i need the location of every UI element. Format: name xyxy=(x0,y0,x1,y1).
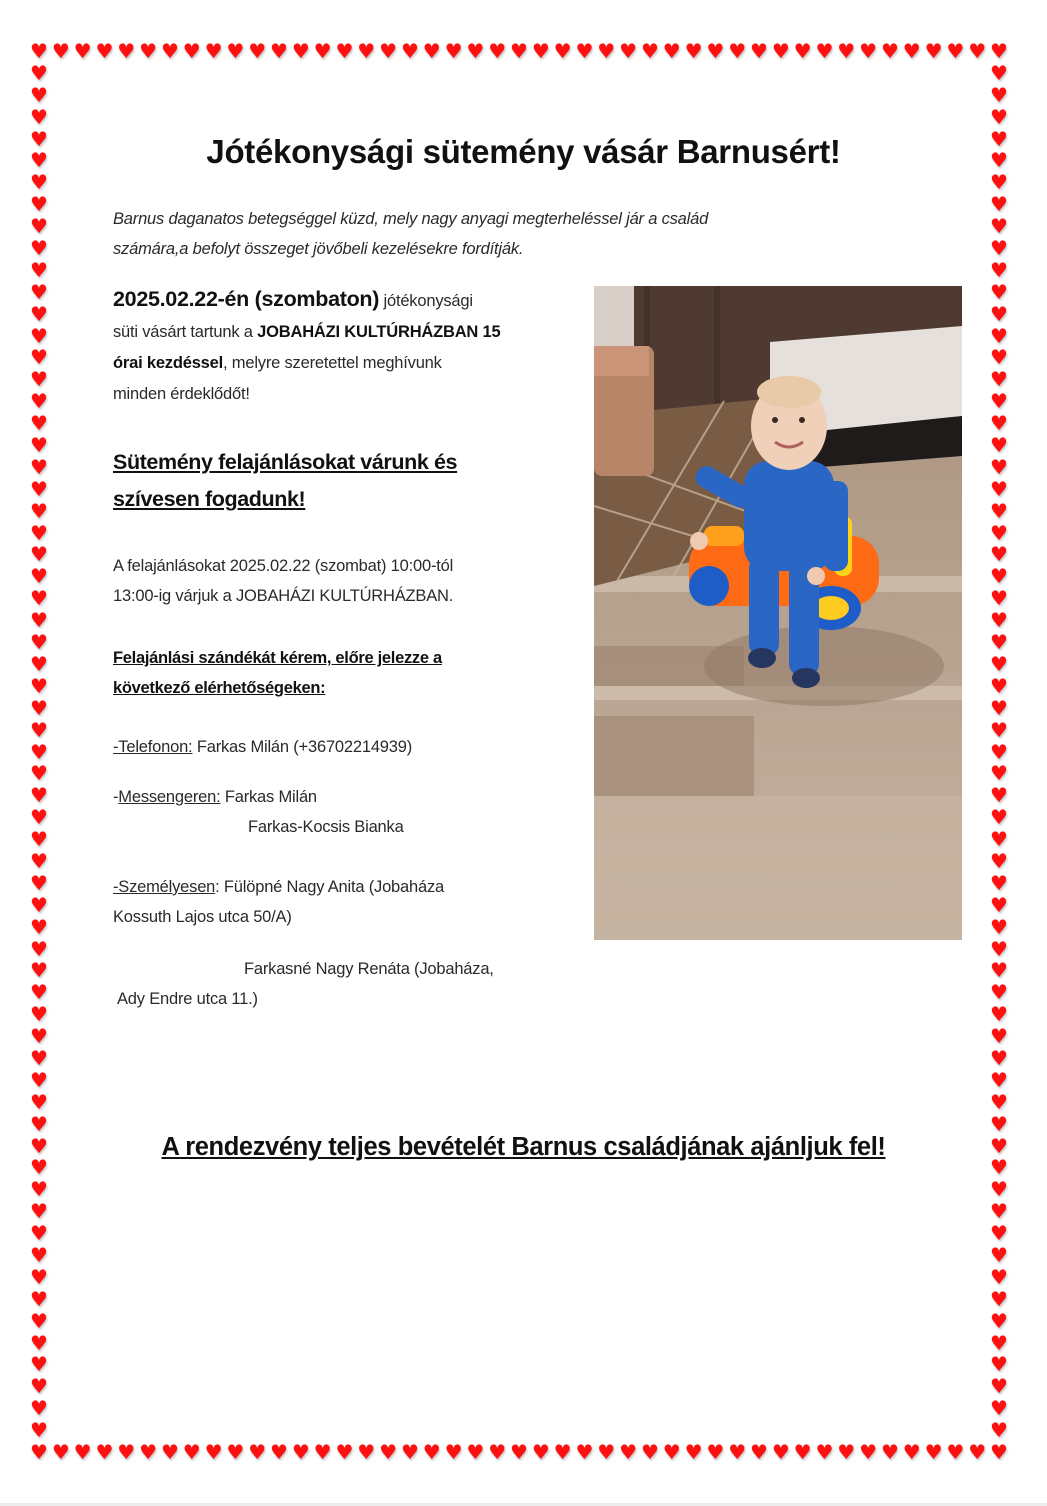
heart-icon: ♥ xyxy=(990,586,1008,611)
heart-icon: ♥ xyxy=(990,126,1008,151)
heart-icon: ♥ xyxy=(357,1440,376,1464)
heart-icon: ♥ xyxy=(924,1440,943,1464)
heart-icon: ♥ xyxy=(30,345,48,370)
heart-icon: ♥ xyxy=(379,39,398,63)
heart-icon: ♥ xyxy=(226,1440,245,1464)
offers-text-line: 13:00-ig várjuk a JOBAHÁZI KULTÚRHÁZBAN. xyxy=(113,587,454,605)
heart-icon: ♥ xyxy=(990,651,1008,676)
heart-icon: ♥ xyxy=(990,39,1008,63)
heart-icon: ♥ xyxy=(924,39,943,63)
heart-icon: ♥ xyxy=(946,39,965,63)
messenger-value-2: Farkas-Kocsis Bianka xyxy=(248,818,404,836)
heart-icon: ♥ xyxy=(30,673,48,698)
heart-icon: ♥ xyxy=(30,367,48,392)
heart-icon: ♥ xyxy=(597,39,616,63)
heart-icon: ♥ xyxy=(291,1440,310,1464)
heart-icon: ♥ xyxy=(30,1089,48,1114)
heart-icon: ♥ xyxy=(95,1440,114,1464)
heart-icon: ♥ xyxy=(990,1242,1008,1267)
heart-icon: ♥ xyxy=(182,1440,201,1464)
heart-icon: ♥ xyxy=(990,608,1008,633)
heart-icon: ♥ xyxy=(30,848,48,873)
heart-icon: ♥ xyxy=(990,1440,1008,1464)
heart-icon: ♥ xyxy=(30,761,48,786)
heart-icon: ♥ xyxy=(990,82,1008,107)
heart-icon: ♥ xyxy=(990,1133,1008,1158)
heart-icon: ♥ xyxy=(30,695,48,720)
heart-icon: ♥ xyxy=(990,1374,1008,1399)
intro-line: Barnus daganatos betegséggel küzd, mely nagy anyagi megterheléssel jár a család xyxy=(113,210,709,228)
heart-icon: ♥ xyxy=(990,148,1008,173)
heart-icon: ♥ xyxy=(30,586,48,611)
heart-icon: ♥ xyxy=(270,39,288,63)
heart-icon: ♥ xyxy=(815,39,834,63)
heart-icon: ♥ xyxy=(30,498,48,523)
offers-text-line: A felajánlásokat 2025.02.22 (szombat) 10:00-tól xyxy=(113,557,454,575)
heart-icon: ♥ xyxy=(30,279,48,304)
heart-icon: ♥ xyxy=(990,236,1008,261)
heart-icon: ♥ xyxy=(684,39,703,63)
heart-icon: ♥ xyxy=(990,695,1008,720)
contact-heading xyxy=(113,643,583,703)
phone-label: -Telefonon: xyxy=(113,738,193,756)
heart-icon: ♥ xyxy=(30,1308,48,1333)
heart-icon: ♥ xyxy=(990,958,1008,983)
heart-icon: ♥ xyxy=(30,104,48,129)
heart-icon: ♥ xyxy=(30,411,48,436)
heart-icon: ♥ xyxy=(30,39,48,63)
heart-icon: ♥ xyxy=(990,1002,1008,1027)
heart-icon: ♥ xyxy=(30,630,48,655)
heart-icon: ♥ xyxy=(990,717,1008,742)
heart-icon: ♥ xyxy=(837,39,856,63)
heart-icon: ♥ xyxy=(30,542,48,567)
heart-icon: ♥ xyxy=(575,39,594,63)
contact-messenger xyxy=(113,782,583,812)
heart-icon: ♥ xyxy=(379,1440,398,1464)
heart-icon: ♥ xyxy=(990,980,1008,1005)
heart-icon: ♥ xyxy=(422,39,441,63)
heart-icon: ♥ xyxy=(160,1440,179,1464)
heart-icon: ♥ xyxy=(990,827,1008,852)
heart-icon: ♥ xyxy=(30,148,48,173)
event-text: , melyre szeretettel meghívunk xyxy=(223,354,442,372)
heart-icon: ♥ xyxy=(990,1024,1008,1049)
heart-icon: ♥ xyxy=(990,104,1008,129)
heart-icon: ♥ xyxy=(30,936,48,961)
heart-icon: ♥ xyxy=(30,1374,48,1399)
heart-icon: ♥ xyxy=(30,1396,48,1421)
heart-icon: ♥ xyxy=(684,1440,703,1464)
heart-icon: ♥ xyxy=(990,60,1008,85)
intro-line: számára,a befolyt összeget jövőbeli kezelésekre fordítják. xyxy=(113,240,524,258)
heart-icon: ♥ xyxy=(30,1221,48,1246)
heart-icon: ♥ xyxy=(706,39,725,63)
heart-icon: ♥ xyxy=(706,1440,725,1464)
heart-icon: ♥ xyxy=(30,783,48,808)
heart-icon: ♥ xyxy=(662,1440,681,1464)
heart-icon: ♥ xyxy=(73,1440,92,1464)
heart-icon: ♥ xyxy=(444,39,463,63)
heart-icon: ♥ xyxy=(990,1111,1008,1136)
heart-icon: ♥ xyxy=(30,717,48,742)
heart-icon: ♥ xyxy=(335,1440,354,1464)
heart-icon: ♥ xyxy=(662,39,681,63)
heart-icon: ♥ xyxy=(30,82,48,107)
heart-icon: ♥ xyxy=(30,1067,48,1092)
heart-icon: ♥ xyxy=(990,520,1008,545)
heart-icon: ♥ xyxy=(444,1440,463,1464)
heart-icon: ♥ xyxy=(990,1199,1008,1224)
heart-icon: ♥ xyxy=(357,39,376,63)
heart-icon: ♥ xyxy=(619,39,638,63)
heart-icon: ♥ xyxy=(204,1440,223,1464)
heart-icon: ♥ xyxy=(313,1440,332,1464)
heart-icon: ♥ xyxy=(990,1418,1008,1443)
heart-icon: ♥ xyxy=(990,367,1008,392)
heart-icon: ♥ xyxy=(30,1242,48,1267)
heart-icon: ♥ xyxy=(226,39,245,63)
heart-icon: ♥ xyxy=(30,454,48,479)
heart-icon: ♥ xyxy=(990,1221,1008,1246)
heart-icon: ♥ xyxy=(531,39,550,63)
heart-icon: ♥ xyxy=(313,39,332,63)
phone-value: Farkas Milán (+36702214939) xyxy=(192,738,413,756)
heart-icon: ♥ xyxy=(990,914,1008,939)
heart-icon: ♥ xyxy=(990,433,1008,458)
heart-icon: ♥ xyxy=(990,892,1008,917)
heart-icon: ♥ xyxy=(30,520,48,545)
heart-icon: ♥ xyxy=(837,1440,856,1464)
heart-icon: ♥ xyxy=(204,39,223,63)
event-text: jótékonysági xyxy=(379,292,473,310)
heart-icon: ♥ xyxy=(335,39,354,63)
contact-heading-line: Felajánlási szándékát kérem, előre jelezze a xyxy=(113,649,442,667)
heart-icon: ♥ xyxy=(575,1440,594,1464)
heart-icon: ♥ xyxy=(30,433,48,458)
heart-icon: ♥ xyxy=(466,39,485,63)
heart-icon: ♥ xyxy=(30,389,48,414)
event-time: órai kezdéssel xyxy=(113,354,224,372)
child-photo xyxy=(594,286,962,940)
heart-icon: ♥ xyxy=(990,323,1008,348)
in-person-address-1: Kossuth Lajos utca 50/A) xyxy=(113,908,292,926)
heart-icon: ♥ xyxy=(30,1155,48,1180)
heart-icon: ♥ xyxy=(990,564,1008,589)
heart-icon: ♥ xyxy=(990,936,1008,961)
heart-icon: ♥ xyxy=(859,39,878,63)
heart-icon: ♥ xyxy=(990,257,1008,282)
heart-icon: ♥ xyxy=(902,39,921,63)
heart-icon: ♥ xyxy=(990,1286,1008,1311)
heart-icon: ♥ xyxy=(30,476,48,501)
heart-icon: ♥ xyxy=(946,1440,965,1464)
heart-icon: ♥ xyxy=(990,1155,1008,1180)
closing-statement: A rendezvény teljes bevételét Barnus családjának ajánljuk fel! xyxy=(161,1133,886,1161)
offers-heading xyxy=(113,444,583,518)
heart-icon: ♥ xyxy=(30,892,48,917)
heart-icon: ♥ xyxy=(880,39,899,63)
heart-icon: ♥ xyxy=(990,192,1008,217)
heart-icon: ♥ xyxy=(30,1286,48,1311)
intro-text xyxy=(113,204,873,264)
offers-heading-line: Sütemény felajánlásokat várunk és xyxy=(113,450,458,474)
contact-in-person xyxy=(113,872,583,902)
heart-icon: ♥ xyxy=(990,345,1008,370)
heart-icon: ♥ xyxy=(30,257,48,282)
heart-icon: ♥ xyxy=(30,1002,48,1027)
heart-icon: ♥ xyxy=(30,1111,48,1136)
heart-icon: ♥ xyxy=(990,411,1008,436)
in-person-label: -Személyesen xyxy=(113,878,216,896)
heart-icon: ♥ xyxy=(30,1264,48,1289)
in-person-address-2: Ady Endre utca 11.) xyxy=(117,990,258,1008)
heart-icon: ♥ xyxy=(640,39,659,63)
heart-icon: ♥ xyxy=(553,1440,572,1464)
heart-icon: ♥ xyxy=(30,60,48,85)
heart-icon: ♥ xyxy=(248,39,267,63)
heart-icon: ♥ xyxy=(990,389,1008,414)
messenger-prefix: - xyxy=(113,788,119,806)
heart-icon: ♥ xyxy=(990,1330,1008,1355)
heart-icon: ♥ xyxy=(422,1440,441,1464)
heart-icon: ♥ xyxy=(990,1308,1008,1333)
heart-icon: ♥ xyxy=(30,805,48,830)
heart-icon: ♥ xyxy=(30,192,48,217)
heart-icon: ♥ xyxy=(990,454,1008,479)
heart-icon: ♥ xyxy=(968,39,987,63)
heart-icon: ♥ xyxy=(30,1199,48,1224)
messenger-value: Farkas Milán xyxy=(220,788,317,806)
heart-icon: ♥ xyxy=(30,170,48,195)
heart-icon: ♥ xyxy=(510,39,528,63)
heart-icon: ♥ xyxy=(990,1396,1008,1421)
heart-icon: ♥ xyxy=(139,39,158,63)
heart-icon: ♥ xyxy=(30,1352,48,1377)
heart-icon: ♥ xyxy=(793,39,812,63)
heart-icon: ♥ xyxy=(990,498,1008,523)
contact-heading-line: következő elérhetőségeken: xyxy=(113,679,326,697)
heart-icon: ♥ xyxy=(597,1440,616,1464)
heart-icon: ♥ xyxy=(728,39,747,63)
heart-icon: ♥ xyxy=(30,1024,48,1049)
heart-icon: ♥ xyxy=(160,39,179,63)
heart-icon: ♥ xyxy=(728,1440,747,1464)
heart-icon: ♥ xyxy=(990,1264,1008,1289)
heart-icon: ♥ xyxy=(968,1440,987,1464)
event-text: minden érdeklődőt! xyxy=(113,385,250,403)
heart-icon: ♥ xyxy=(990,1177,1008,1202)
heart-icon: ♥ xyxy=(30,1045,48,1070)
heart-icon: ♥ xyxy=(466,1440,485,1464)
heart-icon: ♥ xyxy=(990,761,1008,786)
heart-icon: ♥ xyxy=(117,39,136,63)
heart-icon: ♥ xyxy=(640,1440,659,1464)
event-paragraph xyxy=(113,284,583,410)
heart-icon: ♥ xyxy=(30,1330,48,1355)
heart-icon: ♥ xyxy=(30,958,48,983)
heart-icon: ♥ xyxy=(400,39,419,63)
heart-icon: ♥ xyxy=(553,39,572,63)
heart-icon: ♥ xyxy=(990,279,1008,304)
heart-icon: ♥ xyxy=(859,1440,878,1464)
heart-icon: ♥ xyxy=(30,564,48,589)
heart-icon: ♥ xyxy=(771,1440,790,1464)
heart-icon: ♥ xyxy=(117,1440,136,1464)
heart-icon: ♥ xyxy=(990,848,1008,873)
heart-icon: ♥ xyxy=(990,1067,1008,1092)
heart-icon: ♥ xyxy=(30,301,48,326)
heart-icon: ♥ xyxy=(30,1440,48,1464)
heart-icon: ♥ xyxy=(291,39,310,63)
heart-icon: ♥ xyxy=(30,323,48,348)
heart-icon: ♥ xyxy=(30,651,48,676)
heart-icon: ♥ xyxy=(30,739,48,764)
heart-icon: ♥ xyxy=(182,39,201,63)
heart-icon: ♥ xyxy=(30,980,48,1005)
heart-icon: ♥ xyxy=(990,301,1008,326)
heart-icon: ♥ xyxy=(488,39,507,63)
event-text: süti vásárt tartunk a xyxy=(113,323,258,341)
heart-icon: ♥ xyxy=(531,1440,550,1464)
heart-icon: ♥ xyxy=(771,39,790,63)
heart-icon: ♥ xyxy=(880,1440,899,1464)
offers-text xyxy=(113,551,583,611)
heart-icon: ♥ xyxy=(990,1045,1008,1070)
heart-icon: ♥ xyxy=(990,783,1008,808)
event-venue: JOBAHÁZI KULTÚRHÁZBAN 15 xyxy=(257,323,501,341)
heart-icon: ♥ xyxy=(30,1177,48,1202)
contact-phone xyxy=(113,732,583,762)
heart-icon: ♥ xyxy=(750,1440,768,1464)
heart-icon: ♥ xyxy=(815,1440,834,1464)
heart-icon: ♥ xyxy=(248,1440,267,1464)
heart-icon: ♥ xyxy=(990,673,1008,698)
heart-icon: ♥ xyxy=(139,1440,158,1464)
heart-icon: ♥ xyxy=(990,630,1008,655)
in-person-value-2: Farkasné Nagy Renáta (Jobaháza, xyxy=(244,960,494,978)
heart-icon: ♥ xyxy=(990,542,1008,567)
heart-icon: ♥ xyxy=(30,214,48,239)
heart-icon: ♥ xyxy=(30,914,48,939)
event-date: 2025.02.22-én (szombaton) xyxy=(113,287,380,311)
heart-icon: ♥ xyxy=(990,870,1008,895)
heart-icon: ♥ xyxy=(30,236,48,261)
heart-icon: ♥ xyxy=(990,1352,1008,1377)
messenger-label: Messengeren: xyxy=(118,788,221,806)
heart-icon: ♥ xyxy=(990,476,1008,501)
heart-icon: ♥ xyxy=(30,1418,48,1443)
photo-illustration xyxy=(594,286,962,940)
heart-icon: ♥ xyxy=(30,1133,48,1158)
heart-icon: ♥ xyxy=(30,870,48,895)
heart-icon: ♥ xyxy=(750,39,768,63)
heart-icon: ♥ xyxy=(902,1440,921,1464)
in-person-value: : Fülöpné Nagy Anita (Jobaháza xyxy=(215,878,444,896)
heart-icon: ♥ xyxy=(990,739,1008,764)
heart-icon: ♥ xyxy=(990,805,1008,830)
offers-heading-line: szívesen fogadunk! xyxy=(113,487,306,511)
heart-icon: ♥ xyxy=(270,1440,288,1464)
heart-icon: ♥ xyxy=(619,1440,638,1464)
heart-icon: ♥ xyxy=(488,1440,507,1464)
heart-icon: ♥ xyxy=(30,126,48,151)
heart-icon: ♥ xyxy=(30,827,48,852)
heart-icon: ♥ xyxy=(990,1089,1008,1114)
heart-icon: ♥ xyxy=(95,39,114,63)
heart-icon: ♥ xyxy=(990,170,1008,195)
page-title: Jótékonysági sütemény vásár Barnusért! xyxy=(206,133,841,170)
heart-icon: ♥ xyxy=(30,608,48,633)
heart-icon: ♥ xyxy=(73,39,92,63)
heart-icon: ♥ xyxy=(51,39,70,63)
heart-icon: ♥ xyxy=(51,1440,70,1464)
heart-icon: ♥ xyxy=(510,1440,528,1464)
heart-icon: ♥ xyxy=(990,214,1008,239)
heart-icon: ♥ xyxy=(400,1440,419,1464)
heart-icon: ♥ xyxy=(793,1440,812,1464)
